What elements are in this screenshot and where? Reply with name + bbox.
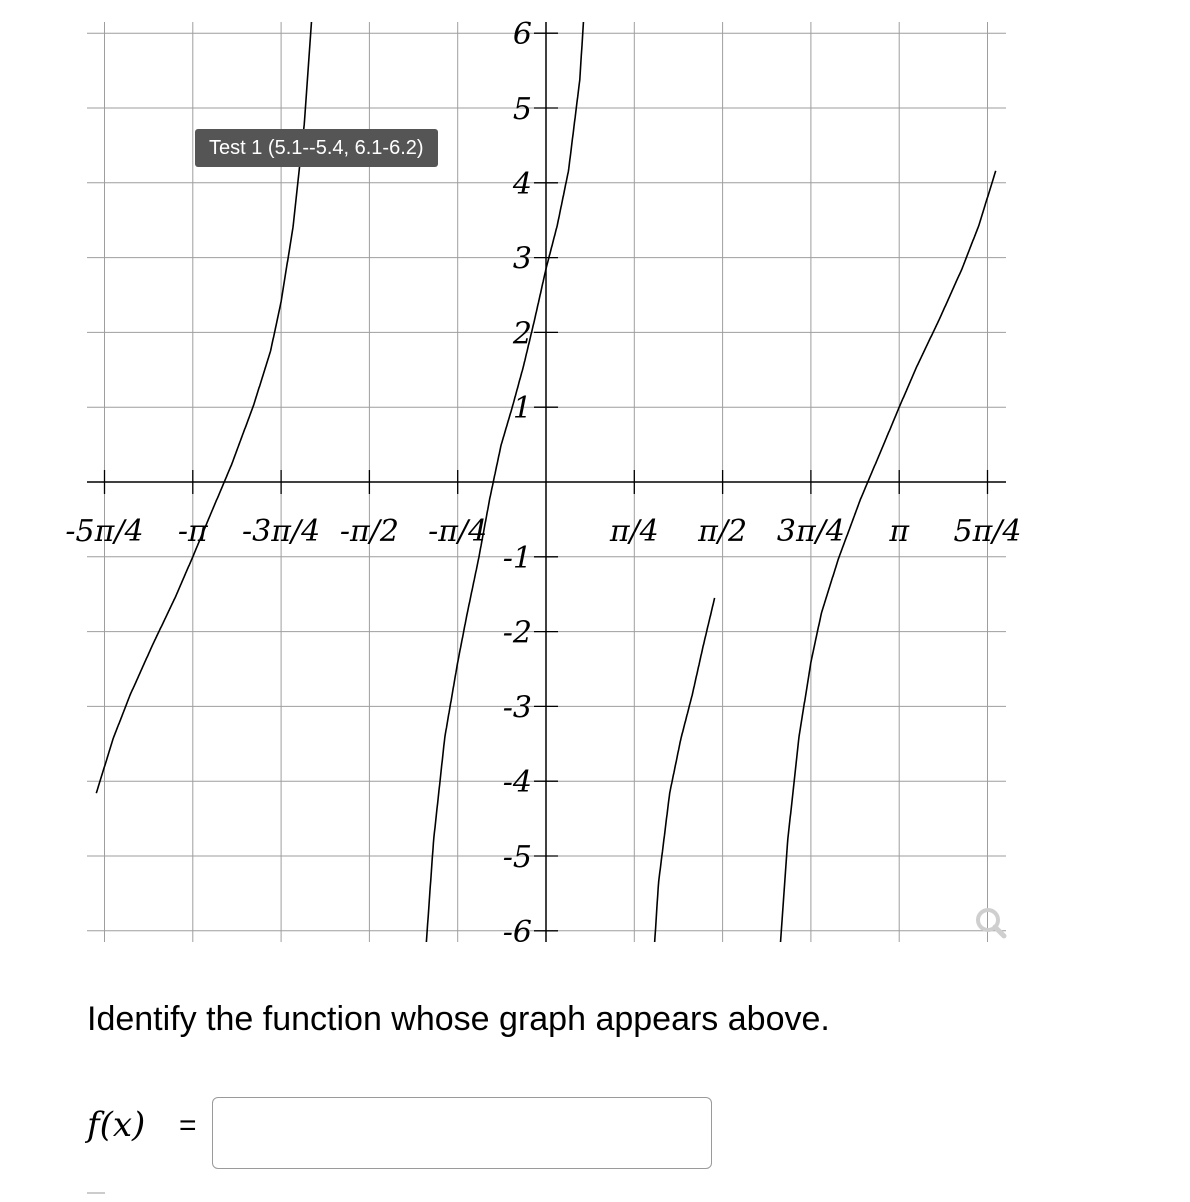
function-answer-input[interactable]: [212, 1097, 712, 1169]
y-tick-label: 3: [512, 241, 532, 277]
y-tick-label: 5: [512, 92, 532, 127]
curve-branch-2: [410, 0, 714, 960]
function-label: f(x): [87, 1105, 146, 1145]
y-tick-label: -4: [502, 765, 532, 801]
curve-branch-3: [765, 171, 996, 960]
y-tick-label: 2: [512, 316, 532, 352]
equals-sign: =: [179, 1109, 197, 1142]
y-tick-label: 1: [512, 391, 532, 427]
x-tick-label: π/4: [609, 514, 659, 549]
graph-title-tooltip: Test 1 (5.1--5.4, 6.1-6.2): [195, 129, 438, 167]
y-tick-label: -1: [502, 540, 532, 576]
question-prompt: Identify the function whose graph appears above.: [87, 1000, 830, 1038]
x-tick-label: -5π/4: [65, 514, 144, 549]
y-tick-label: -5: [502, 840, 532, 875]
x-tick-label: 5π/4: [953, 514, 1022, 549]
x-tick-label: π: [889, 514, 910, 549]
x-tick-label: -π: [177, 514, 208, 549]
y-tick-label: -2: [502, 615, 532, 651]
y-tick-label: 6: [512, 17, 532, 53]
x-tick-label: -3π/4: [242, 514, 321, 549]
divider: [87, 1192, 105, 1194]
x-tick-label: -π/4: [428, 514, 488, 549]
zoom-button[interactable]: [968, 904, 1008, 944]
magnifier-icon: [968, 904, 1008, 944]
y-tick-label: -3: [502, 690, 532, 726]
y-tick-label: 4: [512, 166, 532, 202]
curve-branch-1: [96, 0, 327, 793]
x-tick-label: -π/2: [339, 514, 399, 549]
y-tick-label: -6: [502, 914, 532, 950]
x-tick-label: 3π/4: [776, 514, 845, 549]
x-tick-label: π/2: [698, 514, 748, 549]
